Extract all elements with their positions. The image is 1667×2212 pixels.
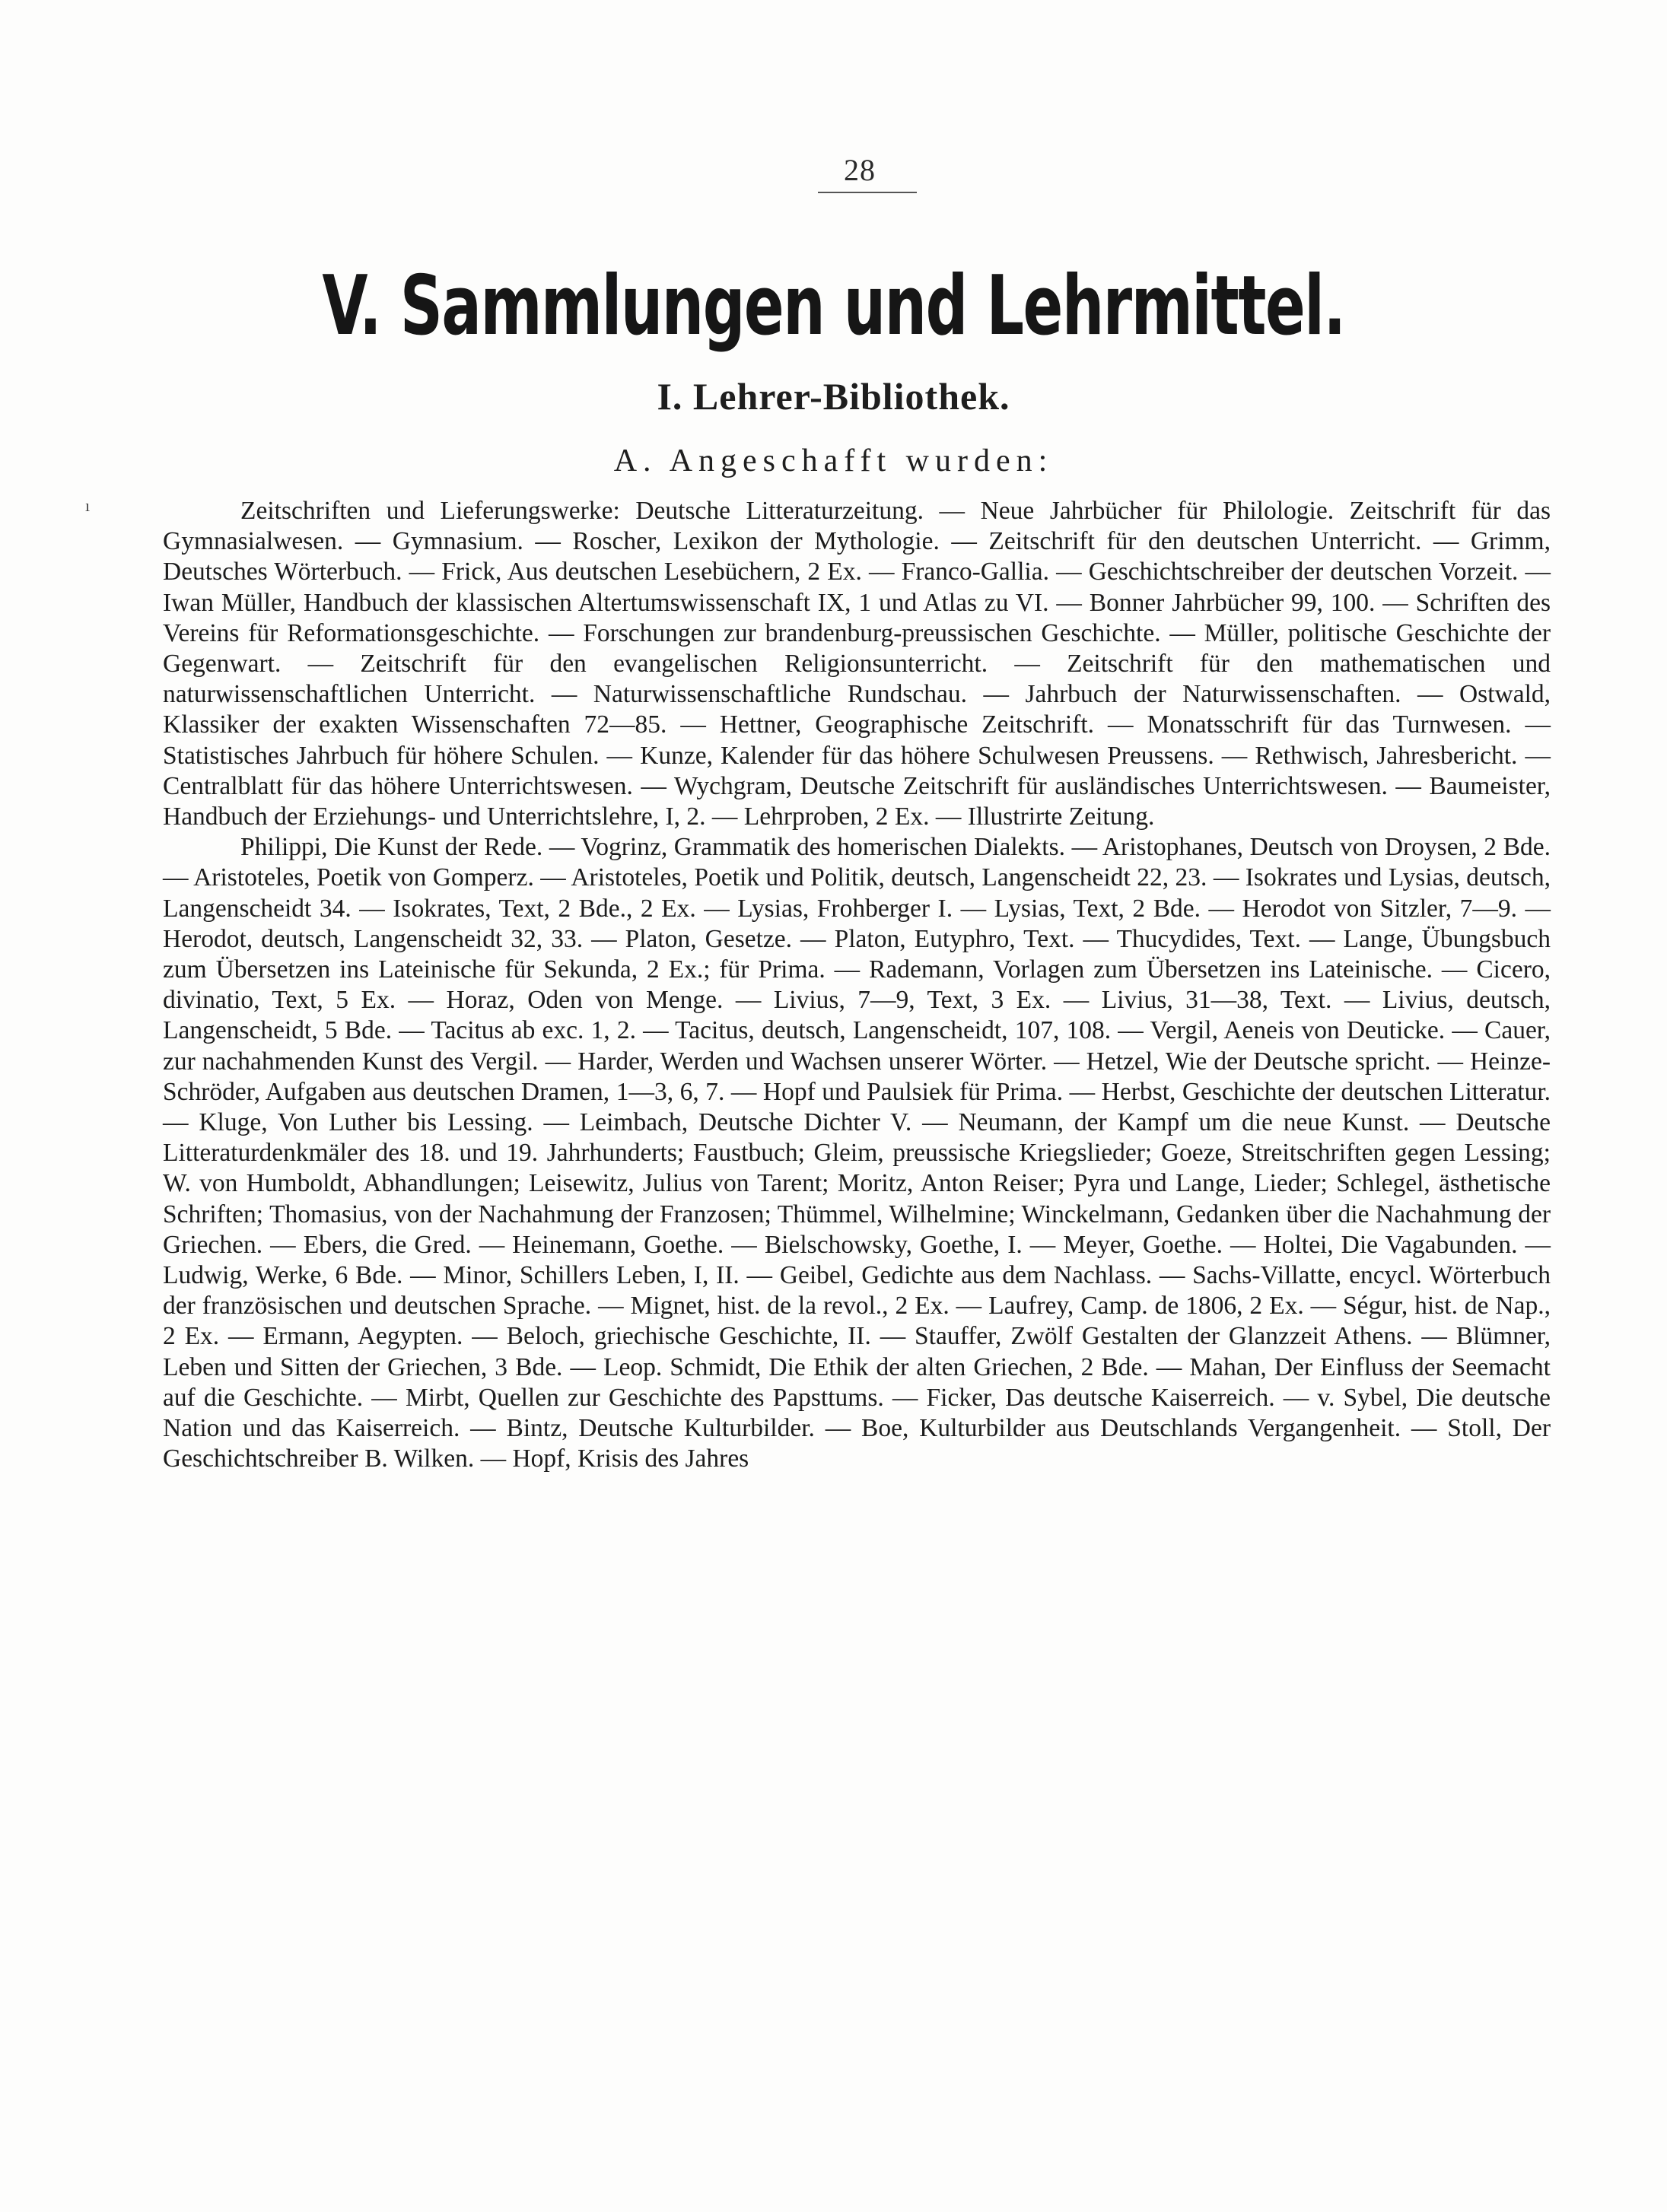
paragraph-periodicals: Zeitschriften und Lieferungswerke: Deutsche Litteraturzeitung. — Neue Jahrbücher für Philologie. Zeitschrift für das Gymnasialwesen. — Gymnasium. — Roscher, Lexikon der Mythologie. — Zeitschrift für den deutschen Unterricht. — Grimm, Deutsches Wörterbuch. — Frick, Aus deutschen Lesebüchern, 2 Ex. — Franco-Gallia. — Geschichtschreiber der deutschen Vorzeit. — Iwan Müller, Handbuch der klassischen Altertumswissenschaft IX, 1 und Atlas zu VI. — Bonner Jahrbücher 99, 100. — Schriften des Vereins für Reformationsgeschichte. — Forschungen zur brandenburg-preussischen Geschichte. — Müller, politische Geschichte der Gegenwart. — Zeitschrift für den evangelischen Religionsunterricht. — Zeitschrift für den mathematischen und naturwissenschaftlichen Unterricht. — Naturwissenschaftliche Rundschau. — Jahrbuch der Naturwissenschaften. — Ostwald, Klassiker der exakten Wissenschaften 72—85. — Hettner, Geographische Zeitschrift. — Monatsschrift für das Turnwesen. — Statistisches Jahrbuch für höhere Schulen. — Kunze, Kalender für das höhere Schulwesen Preussens. — Rethwisch, Jahresbericht. — Centralblatt für das höhere Unterrichtswesen. — Wychgram, Deutsche Zeitschrift für ausländisches Unterrichtswesen. — Baumeister, Handbuch der Erziehungs- und Unterrichtslehre, I, 2. — Lehrproben, 2 Ex. — Illustrirte Zeitung. (163, 497, 1551, 831)
margin-mark: ı (85, 496, 91, 515)
paragraph-books: Philippi, Die Kunst der Rede. — Vogrinz, Grammatik des homerischen Dialekts. — Aristophanes, Deutsch von Droysen, 2 Bde. — Aristoteles, Poetik von Gomperz. — Aristoteles, Poetik und Politik, deutsch, Langenscheidt 22, 23. — Isokrates und Lysias, deutsch, Langenscheidt 34. — Isokrates, Text, 2 Bde., 2 Ex. — Lysias, Frohberger I. — Lysias, Text, 2 Bde. — Herodot von Sitzler, 7—9. — Herodot, deutsch, Langenscheidt 32, 33. — Platon, Gesetze. — Platon, Eutyphro, Text. — Thucydides, Text. — Lange, Übungsbuch zum Übersetzen ins Lateinische für Sekunda, 2 Ex.; für Prima. — Rademann, Vorlagen zum Übersetzen ins Lateinische. — Cicero, divinatio, Text, 5 Ex. — Horaz, Oden von Menge. — Livius, 7—9, Text, 3 Ex. — Livius, 31—38, Text. — Livius, deutsch, Langenscheidt, 5 Bde. — Tacitus ab exc. 1, 2. — Tacitus, deutsch, Langenscheidt, 107, 108. — Vergil, Aeneis von Deuticke. — Cauer, zur nachahmenden Kunst des Vergil. — Harder, Werden und Wachsen unserer Wörter. — Hetzel, Wie der Deutsche spricht. — Heinze-Schröder, Aufgaben aus deutschen Dramen, 1—3, 6, 7. — Hopf und Paulsiek für Prima. — Herbst, Geschichte der deutschen Litteratur. — Kluge, Von Luther bis Lessing. — Leimbach, Deutsche Dichter V. — Neumann, der Kampf um die neue Kunst. — Deutsche Litteraturdenkmäler des 18. und 19. Jahrhunderts; Faustbuch; Gleim, preussische Kriegslieder; Goeze, Streitschriften gegen Lessing; W. von Humboldt, Abhandlungen; Leisewitz, Julius von Tarent; Moritz, Anton Reiser; Pyra und Lange, Lieder; Schlegel, ästhetische Schriften; Thomasius, von der Nachahmung der Franzosen; Thümmel, Wilhelmine; Winckelmann, Gedanken über die Nachahmung der Griechen. — Ebers, die Gred. — Heinemann, Goethe. — Bielschowsky, Goethe, I. — Meyer, Goethe. — Holtei, Die Vagabunden. — Ludwig, Werke, 6 Bde. — Minor, Schillers Leben, I, II. — Geibel, Gedichte aus dem Nachlass. — Sachs-Villatte, encycl. Wörterbuch der französischen und deutschen Sprache. — Mignet, hist. de la revol., 2 Ex. — Laufrey, Camp. de 1806, 2 Ex. — Ségur, hist. de Nap., 2 Ex. — Ermann, Aegypten. — Beloch, griechische Geschichte, II. — Stauffer, Zwölf Gestalten der Glanzzeit Athens. — Blümner, Leben und Sitten der Griechen, 3 Bde. — Leop. Schmidt, Die Ethik der alten Griechen, 2 Bde. — Mahan, Der Einfluss der Seemacht auf die Geschichte. — Mirbt, Quellen zur Geschichte des Papsttums. — Ficker, Das deutsche Kaiserreich. — v. Sybel, Die deutsche Nation und das Kaiserreich. — Bintz, Deutsche Kulturbilder. — Boe, Kulturbilder aus Deutschlands Vergangenheit. — Stoll, Der Geschichtschreiber B. Wilken. — Hopf, Krisis des Jahres (163, 833, 1551, 1473)
section-title: I. Lehrer-Bibliothek. (657, 375, 1010, 418)
page-number-rule (818, 192, 917, 193)
page-number: 28 (844, 153, 876, 187)
body-text (163, 496, 1551, 1475)
subsection-title: A. Angeschafft wurden: (613, 443, 1054, 478)
chapter-title: V. Sammlungen und Lehrmittel. (322, 259, 1345, 354)
